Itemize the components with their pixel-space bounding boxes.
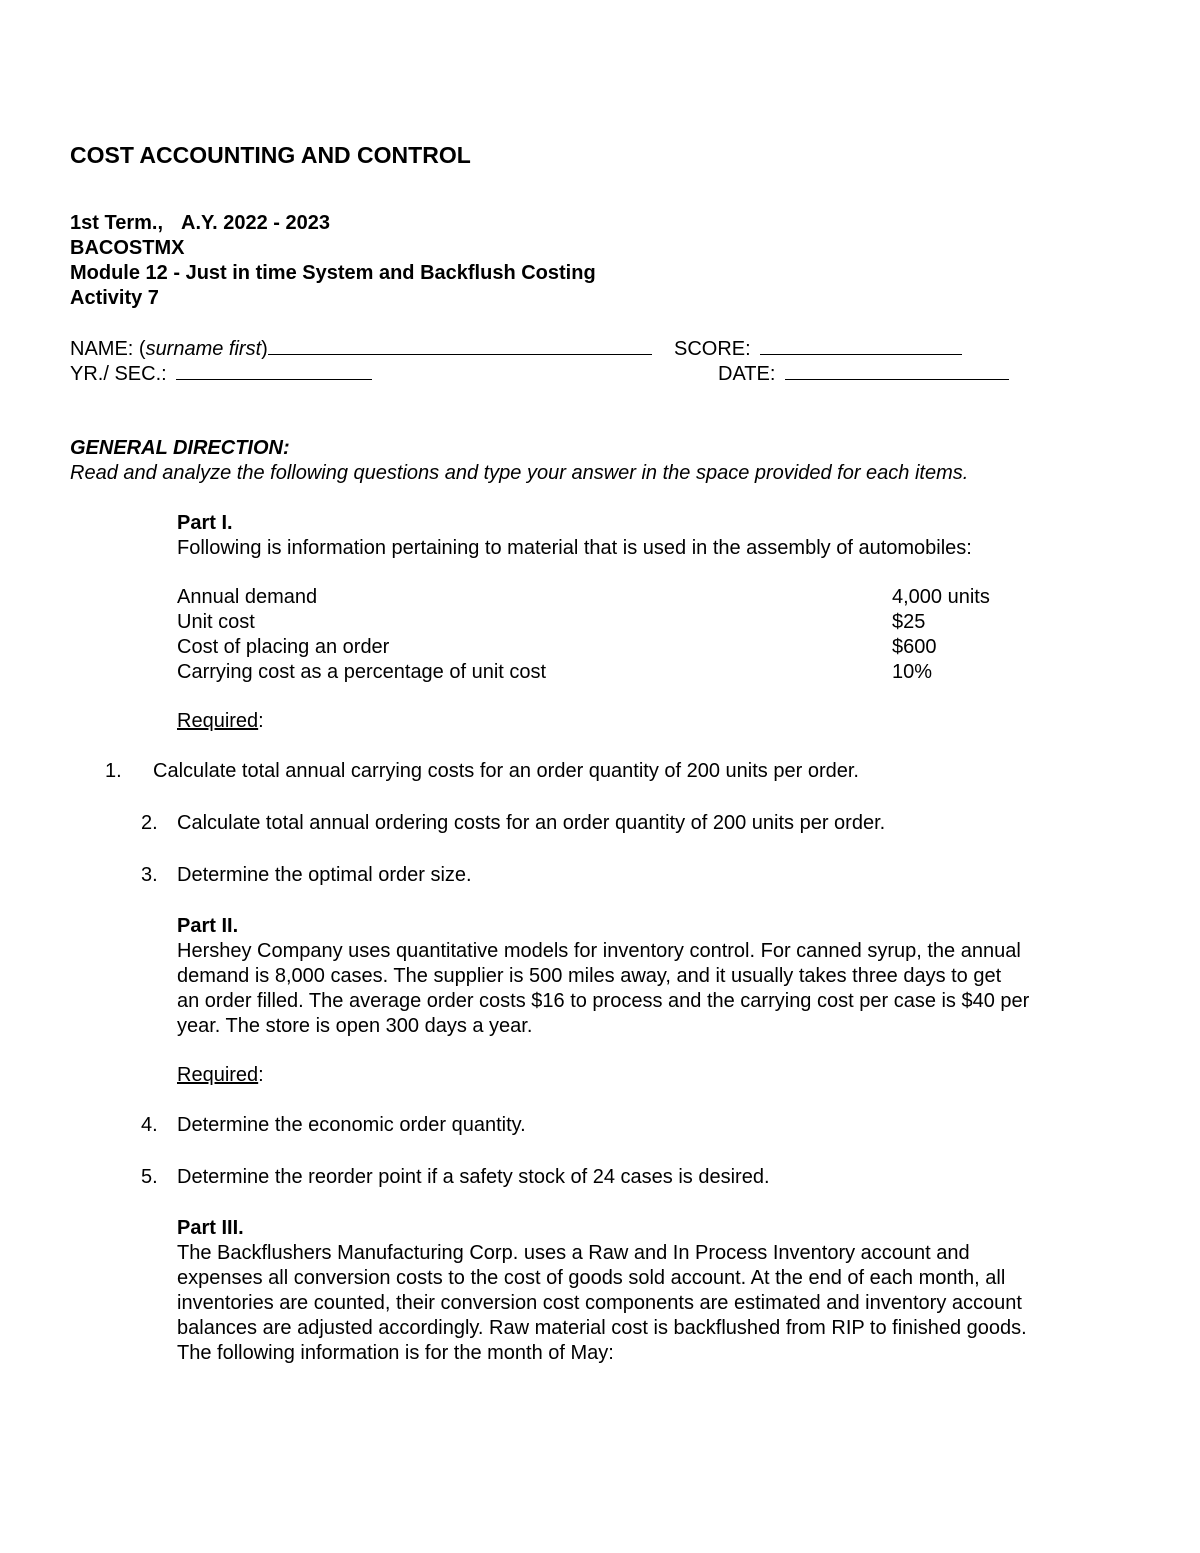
date-field[interactable] (785, 361, 1009, 380)
name-field[interactable] (268, 336, 652, 355)
part3-heading: Part III. (177, 1217, 244, 1239)
question-number: 4. (141, 1114, 158, 1136)
name-row (70, 336, 652, 362)
question-text: Determine the optimal order size. (177, 864, 472, 886)
part1-intro: Following is information pertaining to material that is used in the assembly of automobiles: (177, 537, 972, 559)
name-close: ) (261, 338, 268, 360)
part2-line: year. The store is open 300 days a year. (177, 1015, 533, 1037)
part3-line: expenses all conversion costs to the cost of goods sold account. At the end of each month, all (177, 1267, 1006, 1289)
term-line (70, 211, 330, 236)
yrsec-row (70, 361, 372, 387)
part2-line: demand is 8,000 cases. The supplier is 500 miles away, and it usually takes three days to get (177, 965, 1002, 987)
date-label: DATE: (718, 363, 776, 385)
table-label: Cost of placing an order (177, 636, 390, 658)
part3-line: The following information is for the month of May: (177, 1342, 614, 1364)
activity-label: Activity 7 (70, 287, 159, 309)
part2-line: Hershey Company uses quantitative models for inventory control. For canned syrup, the annual (177, 940, 1021, 962)
academic-year: A.Y. 2022 - 2023 (181, 212, 330, 234)
table-value: 4,000 units (892, 586, 990, 608)
document-title: COST ACCOUNTING AND CONTROL (70, 142, 471, 168)
part2-heading: Part II. (177, 915, 239, 937)
question-text: Determine the economic order quantity. (177, 1114, 526, 1136)
part3-line: inventories are counted, their conversion cost components are estimated and inventory account (177, 1292, 1022, 1314)
name-label: NAME: ( (70, 338, 146, 360)
question-text: Calculate total annual ordering costs for an order quantity of 200 units per order. (177, 812, 886, 834)
part3-line: balances are adjusted accordingly. Raw material cost is backflushed from RIP to finished goods. (177, 1317, 1027, 1339)
module-title: Module 12 - Just in time System and Backflush Costing (70, 262, 596, 284)
term: 1st Term., (70, 212, 163, 234)
score-label: SCORE: (674, 338, 751, 360)
yrsec-label: YR./ SEC.: (70, 363, 167, 385)
required-label: Required: (177, 1064, 264, 1086)
part1-heading: Part I. (177, 512, 233, 534)
course-code: BACOSTMX (70, 237, 185, 259)
yrsec-field[interactable] (176, 361, 372, 380)
table-value: 10% (892, 661, 933, 683)
date-row (718, 361, 1009, 387)
table-label: Unit cost (177, 611, 255, 633)
question-number: 1. (105, 760, 122, 782)
table-label: Carrying cost as a percentage of unit cost (177, 661, 547, 683)
direction-heading: GENERAL DIRECTION: (70, 437, 290, 459)
required-label: Required: (177, 710, 264, 732)
name-hint: surname first (145, 338, 262, 360)
question-number: 3. (141, 864, 158, 886)
question-text: Calculate total annual carrying costs for an order quantity of 200 units per order. (153, 760, 859, 782)
score-field[interactable] (760, 336, 962, 355)
question-number: 5. (141, 1166, 158, 1188)
direction-text: Read and analyze the following questions and type your answer in the space provided for each items. (70, 462, 969, 484)
score-row (674, 336, 962, 362)
table-value: $600 (892, 636, 937, 658)
question-number: 2. (141, 812, 158, 834)
part3-line: The Backflushers Manufacturing Corp. uses a Raw and In Process Inventory account and (177, 1242, 970, 1264)
table-label: Annual demand (177, 586, 318, 608)
table-value: $25 (892, 611, 926, 633)
question-text: Determine the reorder point if a safety stock of 24 cases is desired. (177, 1166, 770, 1188)
part2-line: an order filled. The average order costs $16 to process and the carrying cost per case is $40 per (177, 990, 1030, 1012)
